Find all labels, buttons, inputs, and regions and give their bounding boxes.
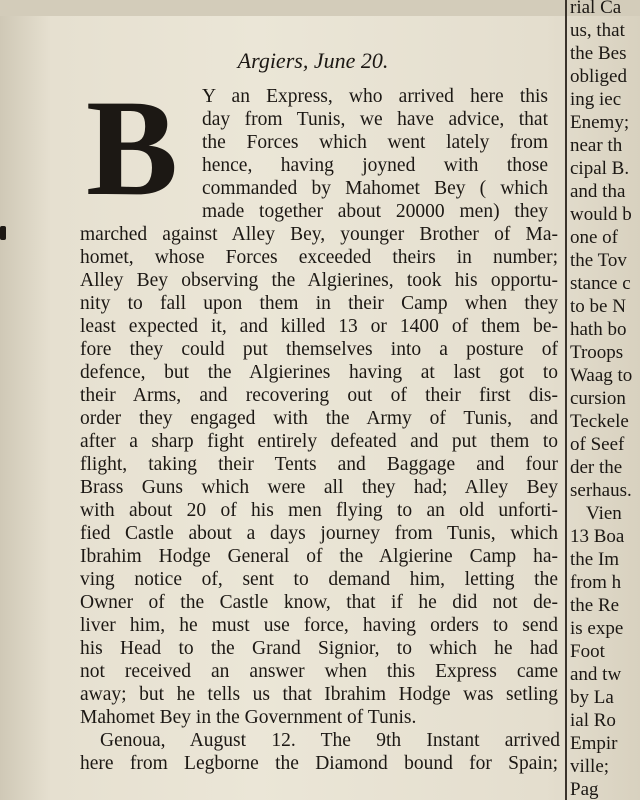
side-line: and tw: [570, 664, 622, 685]
article-line: hence, having joyned with those: [202, 155, 548, 176]
side-line: the Bes: [570, 43, 627, 64]
side-line: obliged: [570, 66, 627, 87]
side-line: the Re: [570, 595, 620, 616]
main-column: [66, 0, 560, 800]
side-line: stance c: [570, 273, 631, 294]
article-line: here from Legborne the Diamond bound for Spain;: [80, 753, 558, 774]
drop-cap: B: [86, 71, 179, 224]
article-line: with about 20 of his men flying to an old unforti-: [80, 500, 558, 521]
article-line: nity to fall upon them in their Camp when they: [80, 293, 558, 314]
article-line: away; but he tells us that Ibrahim Hodge was setling: [80, 684, 558, 705]
article-line: homet, whose Forces exceeded theirs in number;: [80, 247, 558, 268]
article-line: order they engaged with the Army of Tunis, and: [80, 408, 558, 429]
side-line: to be N: [570, 296, 626, 317]
article-line: commanded by Mahomet Bey ( which: [202, 178, 548, 199]
side-line: Teckele: [570, 411, 629, 432]
side-line: by La: [570, 687, 614, 708]
dateline: Argiers, June 20.: [237, 48, 389, 73]
side-line: cipal B.: [570, 158, 630, 179]
article-line: fore they could put themselves into a posture of: [80, 339, 558, 360]
article-line: day from Tunis, we have advice, that: [202, 109, 548, 130]
article-line: ving notice of, sent to demand him, letting the: [80, 569, 558, 590]
article-line: Brass Guns which were all they had; Alley Bey: [80, 477, 558, 498]
side-line: one of: [570, 227, 619, 248]
side-line: the Im: [570, 549, 620, 570]
article-line: his Head to the Grand Signior, to which he had: [80, 638, 558, 659]
side-line: der the: [570, 457, 623, 478]
article-line: their Arms, and recovering out of their first dis-: [80, 385, 558, 406]
side-line: the Tov: [570, 250, 627, 271]
side-line: Empir: [570, 733, 618, 754]
side-column: [570, 0, 640, 800]
article-line: the Forces which went lately from: [202, 132, 548, 153]
article-line: not received an answer when this Express came: [80, 661, 558, 682]
article-line: fied Castle about a days journey from Tunis, which: [80, 523, 558, 544]
article-line: Alley Bey observing the Algierines, took his opportu-: [80, 270, 558, 291]
side-line: cursion: [570, 388, 626, 409]
side-line: and tha: [570, 181, 626, 202]
article-line: flight, taking their Tents and Baggage and four: [80, 454, 558, 475]
article-line: marched against Alley Bey, younger Brother of Ma-: [80, 224, 558, 245]
side-line: Waag to: [570, 365, 633, 386]
side-line: Pag: [570, 779, 599, 800]
article-line: Mahomet Bey in the Government of Tunis.: [80, 707, 417, 728]
article-line: Ibrahim Hodge General of the Algierine Camp ha-: [80, 546, 558, 567]
article-line: made together about 20000 men) they: [202, 201, 548, 222]
side-line: near th: [570, 135, 623, 156]
article-line: after a sharp fight entirely defeated and put them to: [80, 431, 558, 452]
side-line: 13 Boa: [570, 526, 625, 547]
article-line: Owner of the Castle know, that if he did not de-: [80, 592, 558, 613]
side-line: Vien: [586, 503, 622, 524]
side-line: Troops: [570, 342, 624, 363]
side-line: hath bo: [570, 319, 627, 340]
side-line: would b: [570, 204, 632, 225]
article-line: liver him, he must use force, having orders to send: [80, 615, 558, 636]
side-line: us, that: [570, 20, 625, 41]
article-line: Genoua, August 12. The 9th Instant arrived: [100, 730, 560, 751]
ink-mark: [0, 226, 6, 240]
article-line: defence, but the Algierines having at last got to: [80, 362, 558, 383]
article-line: least expected it, and killed 13 or 1400 of them be-: [80, 316, 558, 337]
side-line: ing iec: [570, 89, 622, 110]
article-line: Y an Express, who arrived here this: [202, 86, 548, 107]
side-line: serhaus.: [570, 480, 632, 501]
side-line: rial Ca: [570, 0, 622, 18]
side-line: of Seef: [570, 434, 625, 455]
side-line: Enemy;: [570, 112, 630, 133]
side-line: Foot: [570, 641, 605, 662]
side-line: is expe: [570, 618, 624, 639]
side-line: ial Ro: [570, 710, 616, 731]
column-rule: [565, 0, 567, 800]
side-line: from h: [570, 572, 622, 593]
side-line: ville;: [570, 756, 610, 777]
